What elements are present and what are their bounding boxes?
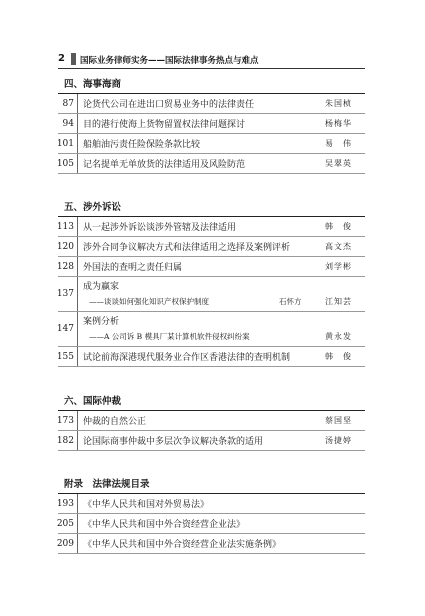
toc-title: 试论前海深港现代服务业合作区香港法律的查明机制 xyxy=(83,353,291,363)
section-international-arbitration xyxy=(58,394,365,451)
toc-page: 209 xyxy=(58,534,78,553)
toc-author xyxy=(325,494,365,513)
toc-row xyxy=(58,134,365,154)
toc-subtitle-line xyxy=(83,330,325,344)
toc-row xyxy=(58,312,365,347)
toc-title: 涉外合同争议解决方式和法律适用之选择及案例评析 xyxy=(83,243,291,253)
toc-page: 128 xyxy=(58,257,78,276)
toc-row xyxy=(58,217,365,237)
header-rule xyxy=(58,68,365,69)
toc-page: 182 xyxy=(58,431,78,450)
toc-title: 《中华人民共和国中外合资经营企业法》 xyxy=(83,520,246,530)
section-title: 六、国际仲裁 xyxy=(58,394,365,411)
toc-page: 101 xyxy=(58,134,78,153)
toc-author: 江知芸 xyxy=(325,297,352,306)
toc-row xyxy=(58,411,365,431)
toc-page: 205 xyxy=(58,514,78,533)
toc-author: 高文杰 xyxy=(325,242,352,251)
toc-title: 论国际商事仲裁中多层次争议解决条款的适用 xyxy=(83,437,264,447)
toc-title: 成为赢家 xyxy=(83,282,120,292)
section-title: 五、涉外诉讼 xyxy=(58,200,365,217)
toc-page: 87 xyxy=(58,94,78,113)
toc-author: 易 伟 xyxy=(325,139,352,148)
toc-title: 外国法的查明之责任归属 xyxy=(83,263,183,273)
toc-row xyxy=(58,257,365,277)
toc-subtitle: ——A 公司诉 B 模具厂某计算机软件侵权纠纷案 xyxy=(89,332,250,341)
toc-title: 仲裁的自然公正 xyxy=(83,417,147,427)
toc-title-block xyxy=(78,312,325,346)
toc-author: 汤捷婷 xyxy=(325,436,352,445)
header-bar-mark xyxy=(71,53,76,65)
toc-row xyxy=(58,154,365,174)
toc-author xyxy=(325,514,365,533)
toc-page: 173 xyxy=(58,411,78,430)
section-appendix xyxy=(58,477,365,554)
toc-page: 193 xyxy=(58,494,78,513)
toc-row xyxy=(58,277,365,312)
toc-title: 从一起涉外诉讼谈涉外管辖及法律适用 xyxy=(83,223,237,233)
toc-row xyxy=(58,431,365,451)
toc-title: 论货代公司在进出口贸易业务中的法律责任 xyxy=(83,100,255,110)
section-title: 四、海事海商 xyxy=(58,77,365,94)
section-maritime xyxy=(58,77,365,174)
toc-page: 147 xyxy=(58,312,78,346)
toc-author: 黄永发 xyxy=(325,332,352,341)
toc-title: 目的港行使海上货物留置权法律问题探讨 xyxy=(83,120,246,130)
toc-page: 105 xyxy=(58,154,78,173)
toc-author: 杨梅华 xyxy=(325,119,352,128)
toc-row xyxy=(58,534,365,554)
toc-author: 蔡国坚 xyxy=(325,416,352,425)
toc-page: 94 xyxy=(58,114,78,133)
toc-title: 案例分析 xyxy=(83,317,120,327)
toc-title: 记名提单无单放货的法律适用及风险防范 xyxy=(83,160,246,170)
toc-row xyxy=(58,114,365,134)
toc-row xyxy=(58,347,365,367)
toc-page: 137 xyxy=(58,277,78,311)
toc-title: 船舶油污责任险保险条款比较 xyxy=(83,140,201,150)
toc-row xyxy=(58,494,365,514)
toc-author: 韩 俊 xyxy=(325,222,352,231)
toc-subtitle-line xyxy=(83,295,325,309)
toc-row xyxy=(58,237,365,257)
running-header-title: 国际业务律师实务——国际法律事务热点与难点 xyxy=(80,56,259,66)
toc-row xyxy=(58,514,365,534)
toc-author: 吴翠英 xyxy=(325,159,352,168)
toc-author-secondary: 石怀方 xyxy=(279,297,302,306)
toc-title-block xyxy=(78,277,325,311)
toc-title: 《中华人民共和国对外贸易法》 xyxy=(83,500,210,510)
toc-author xyxy=(325,534,365,553)
section-title: 附录 法律法规目录 xyxy=(58,477,365,494)
toc-page: 113 xyxy=(58,217,78,236)
toc-author: 韩 俊 xyxy=(325,352,352,361)
toc-author: 刘学彬 xyxy=(325,262,352,271)
toc-title: 《中华人民共和国中外合资经营企业法实施条例》 xyxy=(83,540,282,550)
toc-page: 155 xyxy=(58,347,78,366)
page-number: 2 xyxy=(58,53,65,64)
section-foreign-litigation xyxy=(58,200,365,367)
toc-page: 120 xyxy=(58,237,78,256)
toc-subtitle: ——谈谈如何强化知识产权保护制度 xyxy=(89,297,209,306)
toc-row xyxy=(58,94,365,114)
toc-author: 朱国桢 xyxy=(325,99,352,108)
